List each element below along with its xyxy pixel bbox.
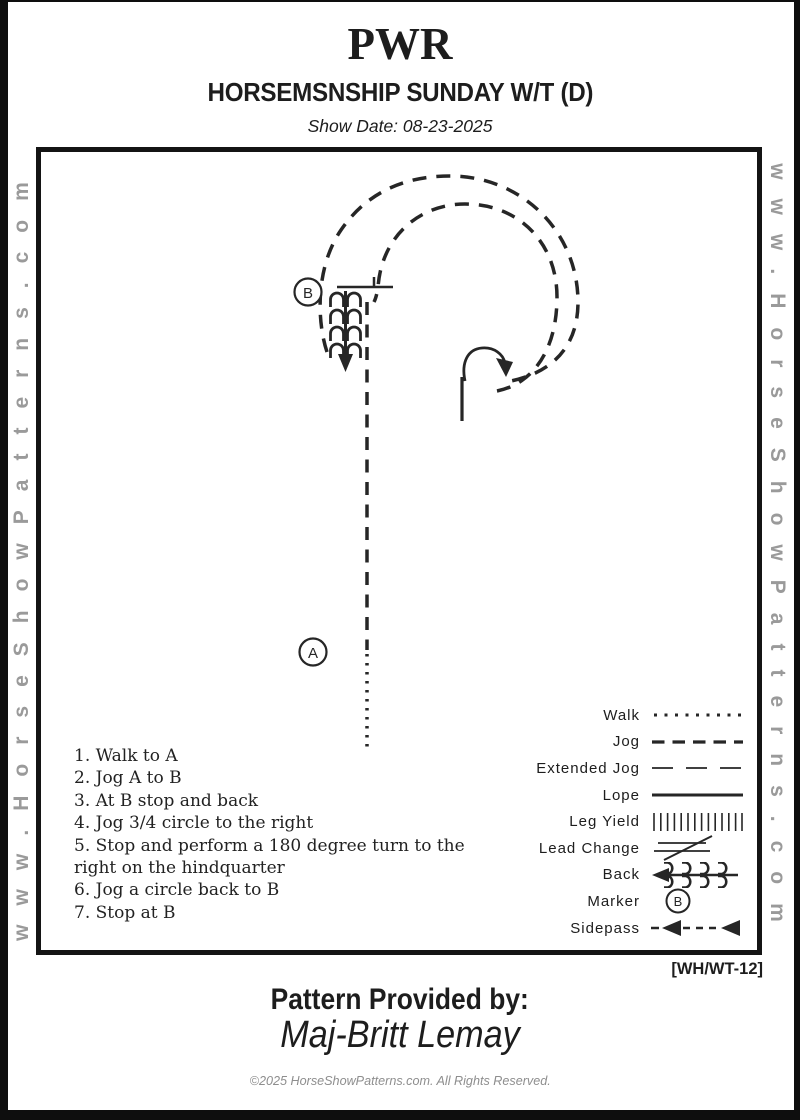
pattern-code: [WH/WT-12] <box>671 960 763 978</box>
legend-row-marker: Marker B <box>520 888 762 915</box>
event-title: HORSEMSNSHIP SUNDAY W/T (D) <box>207 77 593 107</box>
marker-b <box>295 279 322 306</box>
marker-a <box>300 639 327 666</box>
provider-name: Maj-Britt Lemay <box>280 1014 520 1056</box>
legend-row-lead-change: Lead Change <box>520 835 762 862</box>
page-title: PWR <box>347 19 453 69</box>
copyright-notice: ©2025 HorseShowPatterns.com. All Rights Reserved. <box>249 1073 551 1088</box>
instruction-step: 1. Walk to A <box>74 746 178 766</box>
legend-row-sidepass: Sidepass <box>520 915 762 942</box>
legend-row-extended-jog: Extended Jog <box>520 755 762 782</box>
turn-arrow-head <box>496 358 513 377</box>
sidepass-icon <box>650 915 745 941</box>
instruction-step: 4. Jog 3/4 circle to the right <box>74 813 314 834</box>
jog-line-icon <box>650 729 745 755</box>
legend-row-walk: Walk <box>520 702 762 729</box>
provided-by-label: Pattern Provided by: <box>270 983 530 1016</box>
instruction-step: 2. Jog A to B <box>74 768 182 789</box>
lope-line-icon <box>650 782 745 808</box>
legend-row-lope: Lope <box>520 782 762 809</box>
instruction-step: 3. At B stop and back <box>74 790 259 811</box>
back-symbol-icon <box>650 862 745 888</box>
legend-row-leg-yield: Leg Yield <box>520 808 762 835</box>
lead-change-icon <box>650 835 745 861</box>
turn-180-symbol <box>462 348 513 421</box>
legend-row-jog: Jog <box>520 729 762 756</box>
instruction-step: 5. Stop and perform a 180 degree turn to the right on the hindquarter <box>74 835 465 879</box>
legend <box>520 702 762 941</box>
legend-row-back: Back <box>520 862 762 889</box>
instruction-step: 6. Jog a circle back to B <box>74 880 280 901</box>
back-arrow-head <box>338 354 353 372</box>
instructions-list <box>74 745 506 924</box>
instruction-step: 7. Stop at B <box>74 902 176 923</box>
leg-yield-icon <box>650 809 745 835</box>
back-symbol <box>331 291 361 372</box>
jog-outer-circle-path <box>320 176 578 382</box>
watermark-right: www.HorseShowPatterns.com <box>766 163 789 941</box>
watermark-left: www.HorseShowPatterns.com <box>10 163 33 941</box>
legend-marker-letter: B <box>673 894 683 910</box>
walk-line-icon <box>650 702 745 728</box>
extended-jog-line-icon <box>650 755 745 781</box>
marker-a-label: A <box>307 645 319 662</box>
marker-symbol-icon <box>650 888 745 914</box>
show-date: Show Date: 08-23-2025 <box>307 116 493 136</box>
marker-b-label: B <box>302 285 314 302</box>
